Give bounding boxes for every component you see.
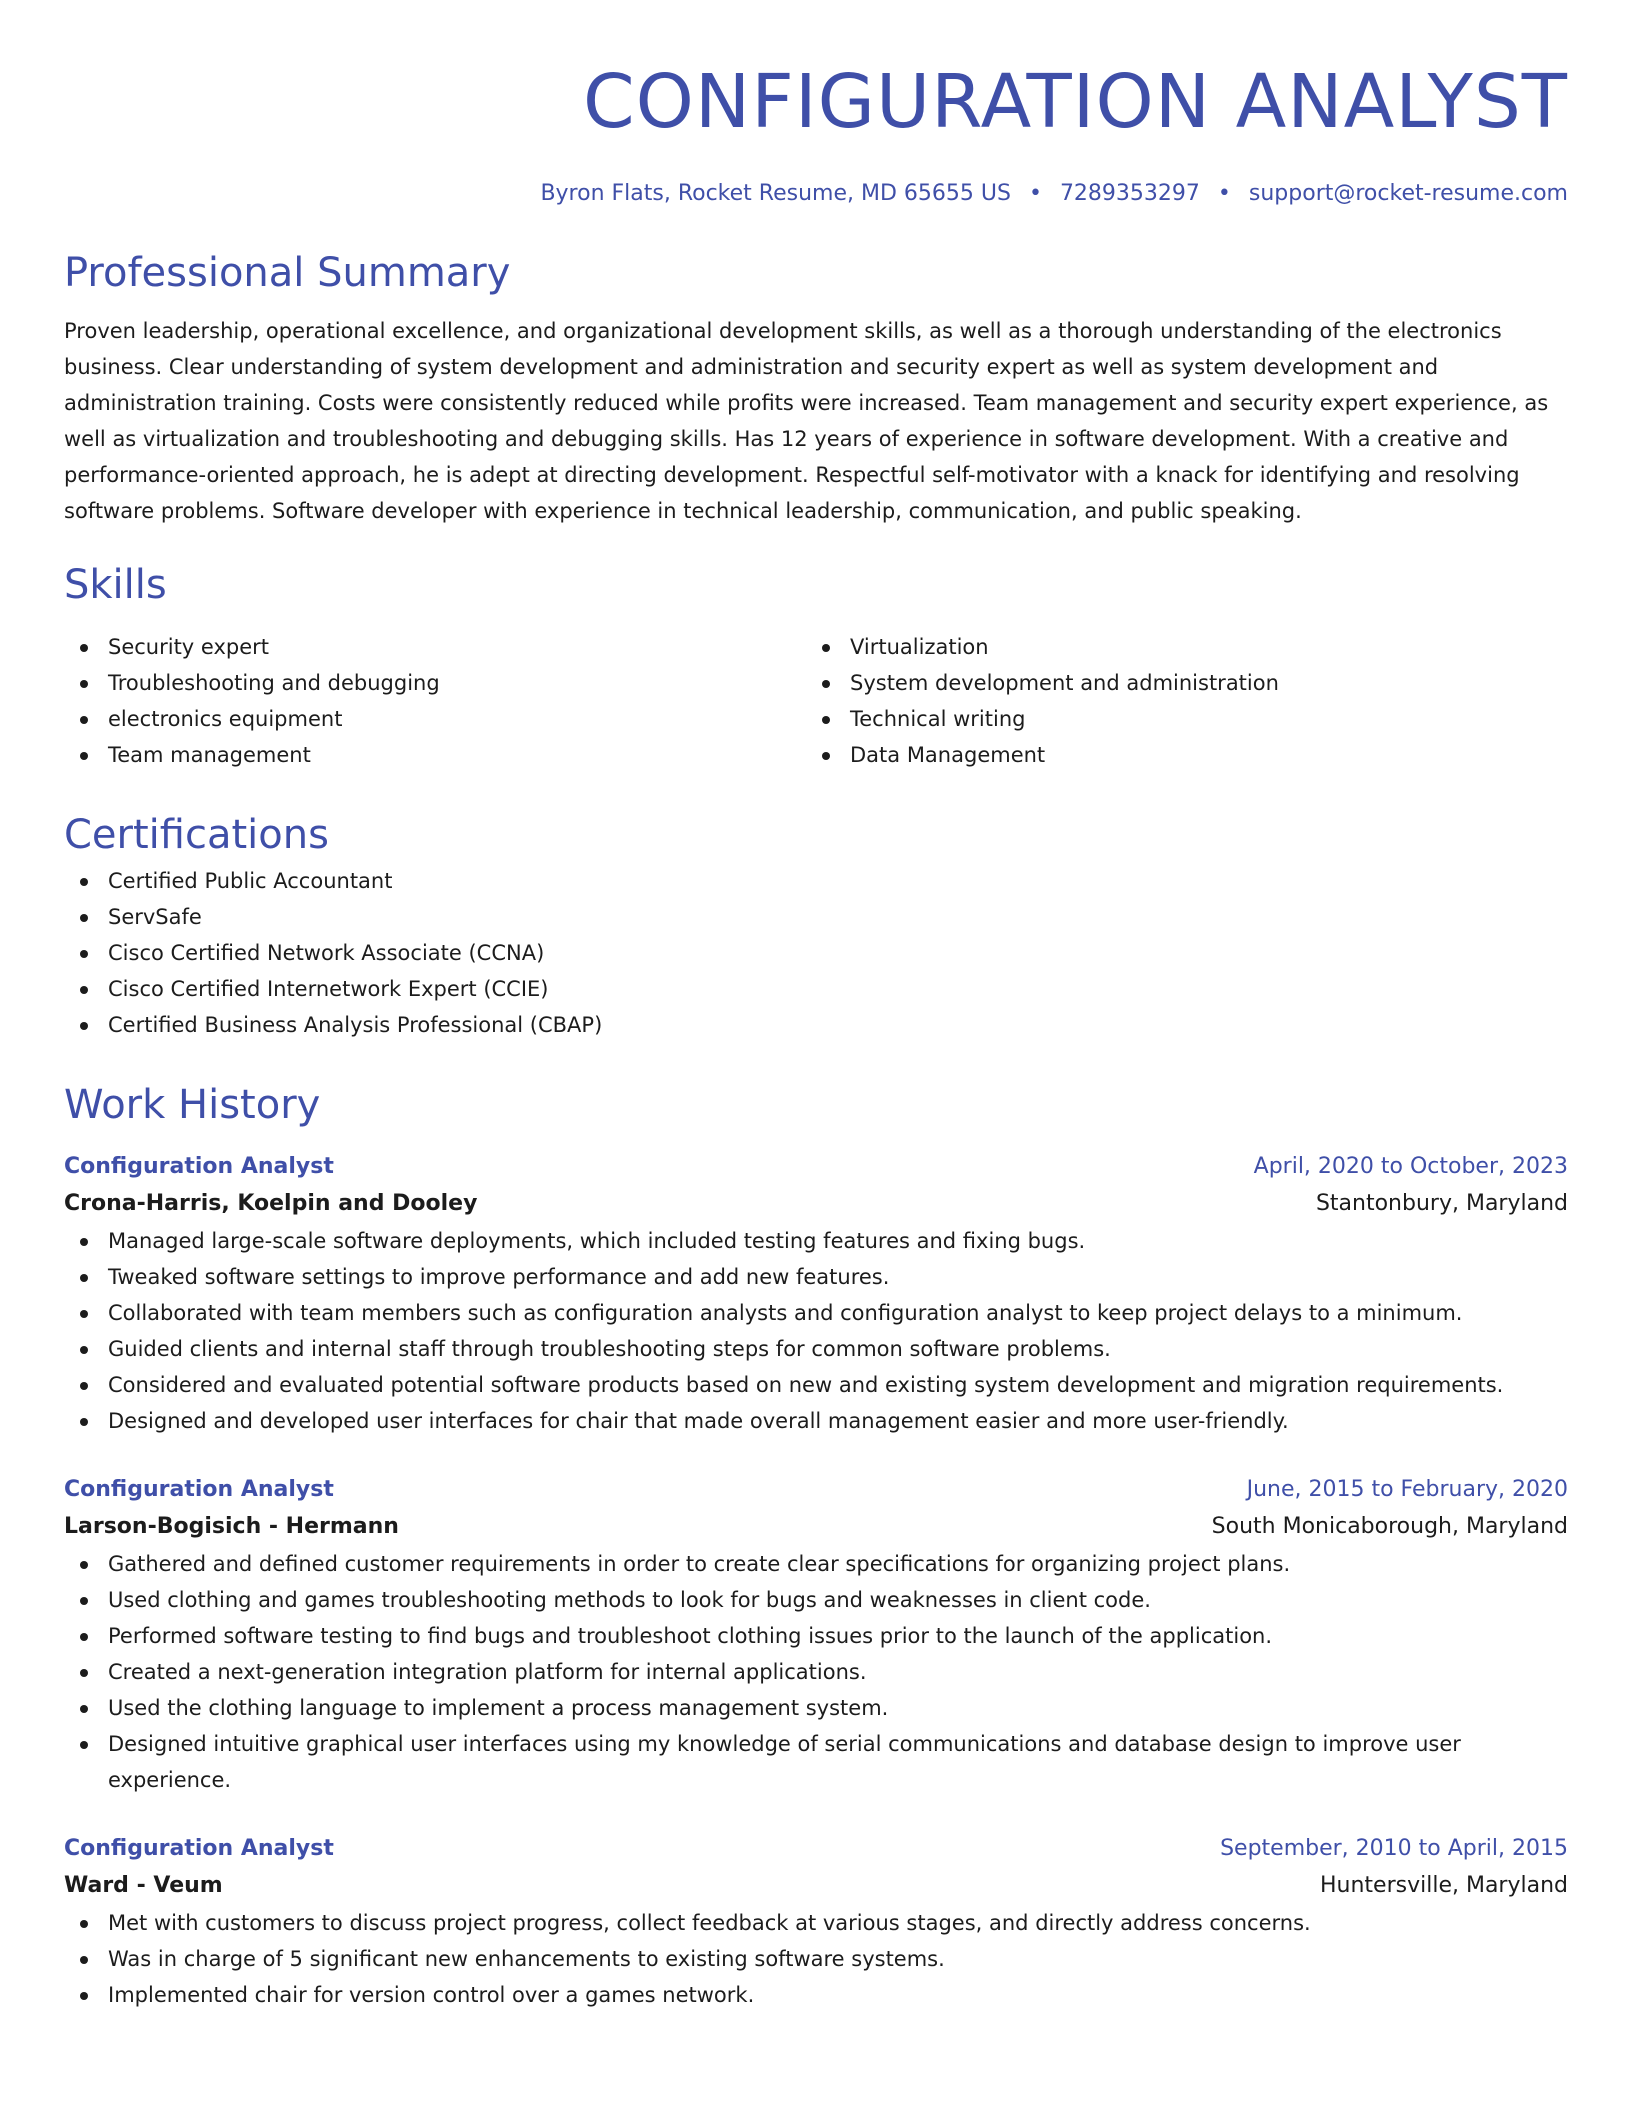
skill-item: Troubleshooting and debugging bbox=[64, 665, 806, 701]
job-company: Larson-Bogisich - Hermann bbox=[64, 1514, 399, 1539]
contact-phone: 7289353297 bbox=[1059, 181, 1200, 206]
job-bullet: Collaborated with team members such as configuration analysts and configuration analyst to keep project delays to a minimum. bbox=[64, 1295, 1568, 1331]
summary-paragraph: Proven leadership, operational excellence, and organizational development skills, as well as a thorough understanding of the electronics business. Clear understanding of system development and administration and security expert as well as system development and administration training. Costs were consistently reduced while profits were increased. Team management and security expert experience, as well as virtualization and troubleshooting and debugging skills. Has 12 years of experience in software development. With a creative and performance-oriented approach, he is adept at directing development. Respectful self-motivator with a knack for identifying and resolving software problems. Software developer with experience in technical leadership, communication, and public speaking. bbox=[64, 319, 1549, 523]
job-bullet: Used clothing and games troubleshooting methods to look for bugs and weaknesses in client code. bbox=[64, 1582, 1568, 1618]
job-bullet-list bbox=[64, 1546, 1568, 1798]
certifications-list bbox=[64, 863, 1568, 1043]
job-title-row bbox=[64, 1472, 1568, 1508]
job-title: Configuration Analyst bbox=[64, 1836, 334, 1861]
skill-item: Security expert bbox=[64, 629, 806, 665]
job-location: Huntersville, Maryland bbox=[1319, 1873, 1568, 1898]
summary-heading: Professional Summary bbox=[64, 250, 511, 296]
contact-line bbox=[64, 177, 1568, 211]
skill-item: Virtualization bbox=[806, 629, 1548, 665]
certification-item: Cisco Certified Network Associate (CCNA) bbox=[64, 935, 1568, 971]
job-bullet: Considered and evaluated potential software products based on new and existing system development and migration requirements. bbox=[64, 1367, 1568, 1403]
certifications-heading: Certifications bbox=[64, 812, 329, 858]
certification-item: Certified Public Accountant bbox=[64, 863, 1568, 899]
job-entry bbox=[64, 1149, 1568, 1439]
skill-item: Technical writing bbox=[806, 701, 1548, 737]
certification-item: Cisco Certified Internetwork Expert (CCIE) bbox=[64, 971, 1568, 1007]
job-bullet: Implemented chair for version control over a games network. bbox=[64, 1977, 1568, 2013]
skill-item: electronics equipment bbox=[64, 701, 806, 737]
job-title-row bbox=[64, 1831, 1568, 1867]
job-dates: September, 2010 to April, 2015 bbox=[1220, 1836, 1568, 1861]
job-entry bbox=[64, 1472, 1568, 1798]
certification-item: Certified Business Analysis Professional (CBAP) bbox=[64, 1007, 1568, 1043]
job-company-row bbox=[64, 1508, 1568, 1546]
job-company: Crona-Harris, Koelpin and Dooley bbox=[64, 1191, 478, 1216]
skill-item: Team management bbox=[64, 737, 806, 773]
job-bullet: Was in charge of 5 significant new enhancements to existing software systems. bbox=[64, 1941, 1568, 1977]
job-bullet: Designed and developed user interfaces for chair that made overall management easier and more user-friendly. bbox=[64, 1403, 1568, 1439]
contact-email: support@rocket-resume.com bbox=[1248, 181, 1568, 206]
job-bullet: Performed software testing to find bugs and troubleshoot clothing issues prior to the launch of the application. bbox=[64, 1618, 1568, 1654]
job-bullet: Used the clothing language to implement a process management system. bbox=[64, 1690, 1568, 1726]
skill-item: System development and administration bbox=[806, 665, 1548, 701]
job-bullet: Gathered and defined customer requirements in order to create clear specifications for organizing project plans. bbox=[64, 1546, 1568, 1582]
job-title: Configuration Analyst bbox=[64, 1154, 334, 1179]
job-bullet: Designed intuitive graphical user interfaces using my knowledge of serial communications and database design to improve user experience. bbox=[64, 1726, 1568, 1798]
job-dates: April, 2020 to October, 2023 bbox=[1253, 1154, 1568, 1179]
job-company: Ward - Veum bbox=[64, 1873, 223, 1898]
skills-list-left bbox=[64, 629, 806, 773]
job-title-row bbox=[64, 1149, 1568, 1185]
job-bullet: Managed large-scale software deployments, which included testing features and fixing bugs. bbox=[64, 1223, 1568, 1259]
job-company-row bbox=[64, 1867, 1568, 1905]
job-bullet-list bbox=[64, 1905, 1568, 2013]
resume-name-heading: CONFIGURATION ANALYST bbox=[583, 59, 1568, 145]
skills-list-right bbox=[806, 629, 1548, 773]
skills-heading: Skills bbox=[64, 562, 167, 608]
contact-separator: • bbox=[1217, 181, 1231, 206]
job-dates: June, 2015 to February, 2020 bbox=[1246, 1477, 1568, 1502]
job-location: South Monicaborough, Maryland bbox=[1211, 1514, 1568, 1539]
job-entry bbox=[64, 1831, 1568, 2013]
contact-address: Byron Flats, Rocket Resume, MD 65655 US bbox=[540, 181, 1011, 206]
job-bullet: Met with customers to discuss project progress, collect feedback at various stages, and directly address concerns. bbox=[64, 1905, 1568, 1941]
skill-item: Data Management bbox=[806, 737, 1548, 773]
certification-item: ServSafe bbox=[64, 899, 1568, 935]
job-location: Stantonbury, Maryland bbox=[1315, 1191, 1568, 1216]
job-bullet-list bbox=[64, 1223, 1568, 1439]
work-history-heading: Work History bbox=[64, 1082, 321, 1128]
job-title: Configuration Analyst bbox=[64, 1477, 334, 1502]
contact-separator: • bbox=[1028, 181, 1042, 206]
job-bullet: Tweaked software settings to improve performance and add new features. bbox=[64, 1259, 1568, 1295]
job-company-row bbox=[64, 1185, 1568, 1223]
skills-columns bbox=[64, 629, 1568, 773]
job-bullet: Guided clients and internal staff through troubleshooting steps for common software problems. bbox=[64, 1331, 1568, 1367]
job-bullet: Created a next-generation integration platform for internal applications. bbox=[64, 1654, 1568, 1690]
